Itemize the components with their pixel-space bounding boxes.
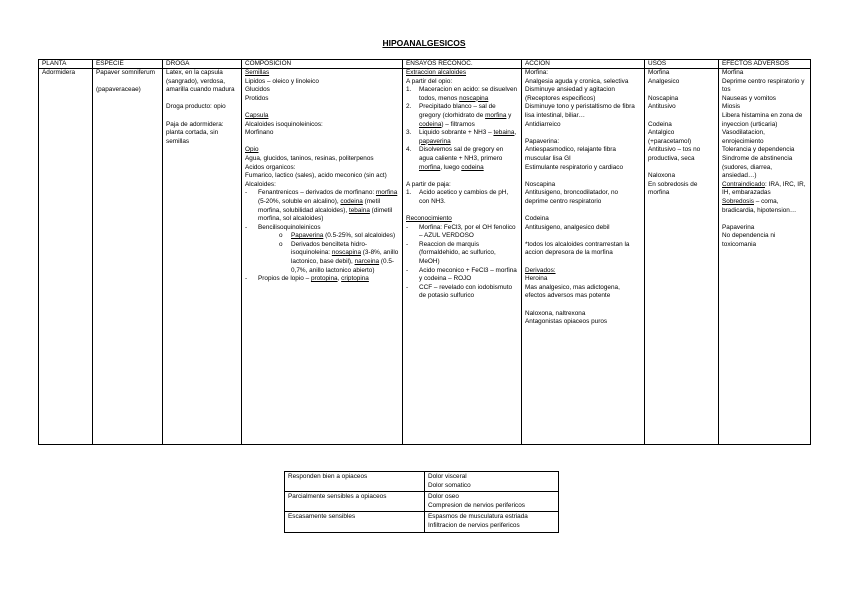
list-item: 1. Acido acetico y cambios de pH, con NH3. bbox=[406, 189, 509, 205]
cell-usos: Morfina Analgesico Noscapina Antitusivo Codeina Antalgico (+paracetamol) Antitusivo – tos no productiva, seca Naloxona En sobredosis de morfina bbox=[645, 69, 719, 445]
sens-tipos: Espasmos de musculatura estriada Infiltracion de nervios perifericos bbox=[425, 512, 559, 532]
list-item: - Fenantrenicos – derivados de morfinano: morfina (5-20%, soluble en alcalino), codeina (metil morfina, solubilidad alcaloides), tebaina (dimetil morfina, sol alcaloides) bbox=[245, 189, 398, 223]
semillas-item: Lipidos – oleico y linoleico bbox=[245, 77, 319, 85]
capsula-heading: Capsula bbox=[245, 111, 269, 119]
tebaina-term: tebaina bbox=[348, 206, 370, 214]
table-header-row bbox=[39, 60, 811, 69]
cell-especie bbox=[93, 69, 163, 445]
accion-noscapina-label: Noscapina bbox=[525, 180, 556, 188]
accion-nota: *todos los alcaloides contrarrestan la accion depresora de la morfina bbox=[525, 240, 630, 257]
list-item: - Bencilisoquinoleinicos bbox=[245, 223, 321, 231]
list-item: 4. Disolvemos sal de gregory en agua caliente + NH3, primero morfina, luego codeina bbox=[406, 146, 504, 171]
papaverina-term: Papaverina bbox=[291, 232, 324, 240]
header-usos: USOS bbox=[645, 60, 719, 69]
accion-derivados-label: Derivados: bbox=[525, 266, 556, 274]
table-row bbox=[39, 69, 811, 445]
table-row bbox=[285, 472, 559, 492]
sublist-item: o Papaverina (0.5-25%, sol alcaloides) bbox=[279, 232, 396, 240]
codeina-term: codeina bbox=[340, 197, 363, 205]
efectos-papaverina-label: Papaverina bbox=[722, 223, 755, 231]
accion-papaverina-label: Papaverina: bbox=[525, 137, 560, 145]
desde-paja-label: A partir de paja: bbox=[406, 180, 451, 188]
header-especie: ESPECIE bbox=[93, 60, 163, 69]
opio-item: Acidos organicos: bbox=[245, 163, 296, 171]
protopina-term: protopina bbox=[310, 275, 338, 283]
opio-heading: Opio bbox=[245, 146, 259, 154]
sens-grupo: Responden bien a opiaceos bbox=[285, 472, 425, 492]
header-efectos: EFECTOS ADVERSOS bbox=[719, 60, 811, 69]
header-composicion: COMPOSICION bbox=[242, 60, 403, 69]
header-droga: DROGA bbox=[163, 60, 242, 69]
cell-ensayos bbox=[403, 69, 522, 445]
table-row bbox=[285, 512, 559, 532]
semillas-heading: Semillas bbox=[245, 69, 270, 76]
cell-droga bbox=[163, 69, 242, 445]
list-item: - Morfina: FeCl3, por el OH fenolico – AZUL VERDOSO bbox=[406, 223, 516, 240]
list-item: - Reaccion de marquis (formaldehido, ac sulfurico, MeOH) bbox=[406, 240, 496, 266]
extraccion-heading: Extraccion alcaloides bbox=[406, 69, 467, 76]
cell-composicion bbox=[242, 69, 403, 445]
sublist-item: o Derivados bencilteta hidro-isoquinoleina: noscapina (3-8%, anillo lactonico, base debil), narceina (0.5-0,7%, anillo lactonico abierto) bbox=[279, 240, 399, 274]
hipoanalgesicos-table bbox=[38, 59, 811, 445]
droga-producto: Droga producto: opio bbox=[166, 103, 226, 111]
sens-tipos: Dolor visceral Dolor somatico bbox=[425, 472, 559, 492]
capsula-item: Morfinano bbox=[245, 129, 274, 137]
especie-name: Papaver somniferum bbox=[96, 69, 155, 76]
table-row bbox=[285, 492, 559, 512]
droga-paja: Paja de adormidera: planta cortada, sin semillas bbox=[166, 120, 224, 145]
list-item: 2. Precipitado blanco – sal de gregory (clorhidrato de morfina y codeina) – filtramos bbox=[406, 103, 512, 128]
opio-item: Agua, glucidos, taninos, resinas, politerpenos bbox=[245, 154, 374, 162]
header-accion: ACCION bbox=[522, 60, 645, 69]
especie-family: (papaveraceae) bbox=[96, 86, 141, 94]
sobredosis-line: Sobredosis – coma, bradicardia, hipotension… bbox=[722, 197, 797, 214]
accion-morfina-label: Morfina: bbox=[525, 69, 549, 76]
cell-planta bbox=[39, 69, 93, 445]
efectos-morfina-label: Morfina bbox=[722, 69, 744, 76]
semillas-item: Protidos bbox=[245, 94, 269, 102]
planta-text: Adormidera bbox=[42, 69, 76, 76]
sens-grupo: Parcialmente sensibles a opiaceos bbox=[285, 492, 425, 512]
criptopina-term: criptopina bbox=[341, 275, 369, 283]
list-item: - CCF – revelado con iodobismuto de potasio sulfurico bbox=[406, 283, 513, 300]
semillas-item: Glucidos bbox=[245, 86, 270, 94]
accion-codeina-label: Codeina bbox=[525, 215, 549, 223]
sensibilidad-table bbox=[284, 471, 559, 533]
cell-efectos: Morfina Deprime centro respiratorio y tos Nauseas y vomitos Miosis Libera histamina en zona de inyeccion (urticaria) Vasodilatacion, enrojecimiento Tolerancia y dependencia Sindrome de abstinencia (sudores, diarrea, ansiedad…) Contraindicado: IRA, IRC, IR, IH, embarazadas Sobredosis – coma, bradicardia, hipotension… Papaverina No dependencia ni toxicomania bbox=[719, 69, 811, 445]
list-item: - Propios de lopio – protopina, criptopina bbox=[245, 275, 369, 283]
capsula-item: Alcaloides isoquinoleinicos: bbox=[245, 120, 323, 128]
droga-latex: Latex, en la capsula (sangrado), verdosa, amarilla cuando madura bbox=[166, 69, 235, 94]
list-item: 1. Maceracion en acido: se disuelven todos, menos noscapina bbox=[406, 86, 518, 102]
reconocimiento-heading: Reconocimiento bbox=[406, 215, 452, 223]
noscapina-term: noscapina bbox=[331, 249, 361, 257]
morfina-term: morfina bbox=[375, 189, 398, 197]
narceina-term: narceina bbox=[354, 258, 380, 266]
sens-tipos: Dolor oseo Compresion de nervios perifericos bbox=[425, 492, 559, 512]
page-title: HIPOANALGESICOS bbox=[382, 38, 466, 48]
desde-opio-label: A partir del opio: bbox=[406, 77, 453, 85]
list-item: 3. Liquido sobrante + NH3 – tebaina, papaverina bbox=[406, 129, 517, 145]
header-planta: PLANTA bbox=[39, 60, 93, 69]
contraindicado-line: Contraindicado: IRA, IRC, IR, IH, embarazadas bbox=[722, 180, 806, 197]
cell-accion: Morfina: Analgesia aguda y cronica, selectiva Disminuye ansiedad y agitacion (Receptores especificos) Disminuye tono y peristaltismo de fibra lisa intestinal, biliar… Antidiarreico Papaverina: Antiespasmodico, relajante fibra muscular lisa GI Estimulante respiratorio y cardiaco Noscapina Antitusigeno, broncodilatador, no deprime centro respiratorio Codeina Antitusigeno, analgesico debil *todos los alcaloides contrarrestan la accion depresora de la morfina Derivados: Heroina Mas analgesico, mas adictogena, efectos adversos mas potente Naloxona, naltrexona Antagonistas opiaceos puros bbox=[522, 69, 645, 445]
opio-item: Alcaloides: bbox=[245, 180, 276, 188]
opio-item: Fumarico, lactico (sales), acido meconico (sin act) bbox=[245, 172, 387, 180]
list-item: - Acido meconico + FeCl3 – morfina y codeina – ROJO bbox=[406, 266, 517, 283]
sens-grupo: Escasamente sensibles bbox=[285, 512, 425, 532]
header-ensayos: ENSAYOS RECONOC. bbox=[403, 60, 522, 69]
